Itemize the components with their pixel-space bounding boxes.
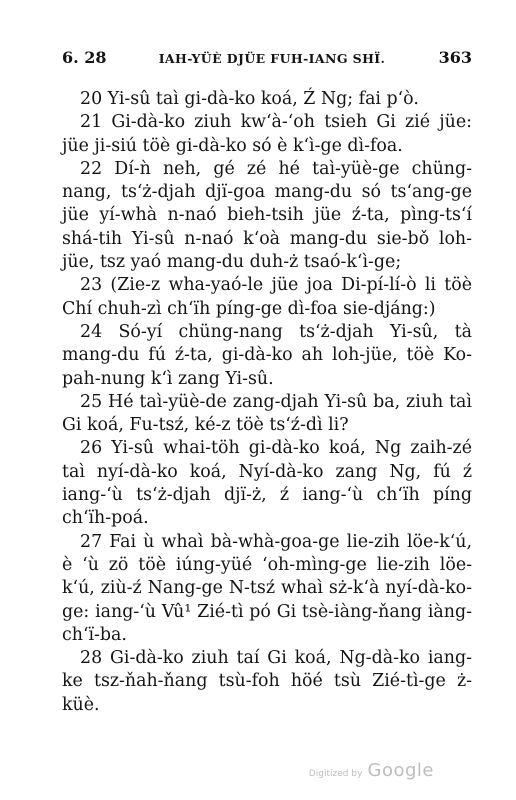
verse-range: 28	[84, 48, 107, 67]
verse-26: 26 Yi-sû whai-töh gi-dà-ko koá, Ng zaih-zé taì nyí-dà-ko koá, Nyí-dà-ko zang Ng, fú ź iang-‘ù ts‘ż-djah djï-ż, ź iang-‘ù ch‘ïh píng ch‘ïh-poá.	[62, 438, 472, 529]
chapter-number: 6.	[62, 48, 79, 67]
page-number: 363	[438, 48, 472, 67]
page-body	[62, 88, 472, 717]
verse-21: 21 Gi-dà-ko ziuh kw‘à-‘oh tsieh Gi zié jüe: jüe ji-siú töè gi-dà-ko só è k‘ì-ge dì-foa.	[62, 112, 472, 156]
digitization-watermark	[0, 760, 516, 781]
google-logo: Google	[367, 760, 434, 781]
verse-20: 20 Yi-sû taì gi-dà-ko koá, Ź Ng; fai p‘ò.	[80, 89, 419, 109]
verse-22: 22 Dí-ǹ neh, gé zé hé taì-yüè-ge chüng-nang, ts‘ż-djah djï-goa mang-du só ts‘ang-ge jüe yí-whà n-naó bieh-tsih jüe ź-ta, pìng-ts‘í shá-tih Yi-sû n-naó k‘oà mang-du sie-bǒ loh-jüe, tsz yaó mang-du duh-ż tsaó-k‘ì-ge;	[62, 158, 472, 273]
running-header	[62, 43, 472, 73]
chapter-verse-ref	[62, 43, 107, 73]
verse-24: 24 Só-yí chüng-nang ts‘ż-djah Yi-sû, tà mang-du fú ź-ta, gi-dà-ko ah loh-jüe, töè Ko-pah-nung k‘ì zang Yi-sû.	[62, 321, 472, 389]
book-title: IAH-YÜÈ DJÜE FUH-IANG SHÏ.	[158, 51, 386, 66]
verse-27: 27 Fai ù whaì bà-whà-goa-ge lie-zih löe-k‘ú, è ‘ù zö töè iúng-yüé ‘oh-mìng-ge lie-zih löe-k‘ú, ziù-ź Nang-ge N-tsź whaì sż-k‘à nyí-dà-ko-ge: iang-‘ù Vû¹ Zié-tì pó Gi tsè-iàng-ňang iàng-ch‘ï-ba.	[62, 531, 472, 645]
verse-25: 25 Hé taì-yüè-de zang-djah Yi-sû ba, ziuh taì Gi koá, Fu-tsź, ké-z töè ts‘ź-dì li?	[62, 391, 472, 436]
verse-23: 23 (Zie-z wha-yaó-le jüe joa Di-pí-lí-ò li töè Chí chuh-zì ch‘ïh píng-ge dì-foa sie-djáng:)	[62, 275, 472, 319]
verse-28: 28 Gi-dà-ko ziuh taí Gi koá, Ng-dà-ko iang-ke tsz-ňah-ňang tsù-foh höé tsù Zié-tì-ge ż-küè.	[62, 648, 472, 715]
digitized-by-label: Digitized by	[308, 769, 363, 779]
